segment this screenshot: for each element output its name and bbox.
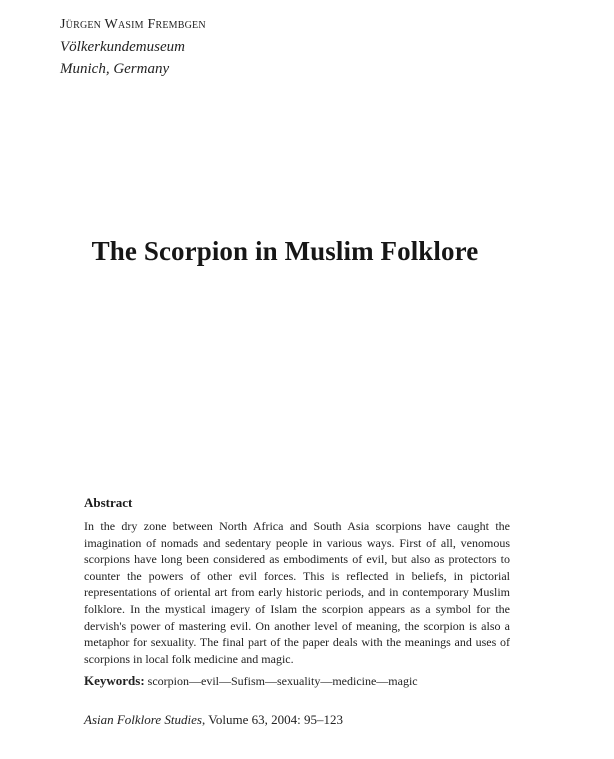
keywords-label: Keywords: <box>84 673 145 689</box>
author-affiliation-location: Munich, Germany <box>60 61 170 77</box>
keywords-list: scorpion—evil—Sufism—sexuality—medicine—magic <box>147 674 418 689</box>
keywords-line <box>84 673 510 689</box>
journal-name: Asian Folklore Studies <box>84 712 202 727</box>
citation-footer <box>84 712 343 728</box>
paper-title: The Scorpion in Muslim Folklore <box>91 236 479 266</box>
abstract-body: In the dry zone between North Africa and South Asia scorpions have caught the imagination of nomads and sedentary people in various ways. First of all, venomous scorpions have long been considered as embodiments of evil, but also as protectors to counter the powers of other evil forces. This is reflected in beliefs, in pictorial representations of oriental art from early historic periods, and in contemporary Muslim folklore. In the mystical imagery of Islam the scorpion appears as a symbol for the dervish's power of mastering evil. On another level of meaning, the scorpion is also a metaphor for sexuality. The final part of the paper deals with the meanings and uses of scorpions in local folk medicine and magic. <box>84 519 510 666</box>
abstract-heading: Abstract <box>84 495 133 510</box>
abstract-section <box>84 495 510 689</box>
author-block <box>60 14 206 80</box>
journal-citation: , Volume 63, 2004: 95–123 <box>201 712 344 727</box>
author-name: Jürgen Wasim Frembgen <box>60 17 206 32</box>
author-affiliation-institution: Völkerkundemuseum <box>60 39 185 55</box>
